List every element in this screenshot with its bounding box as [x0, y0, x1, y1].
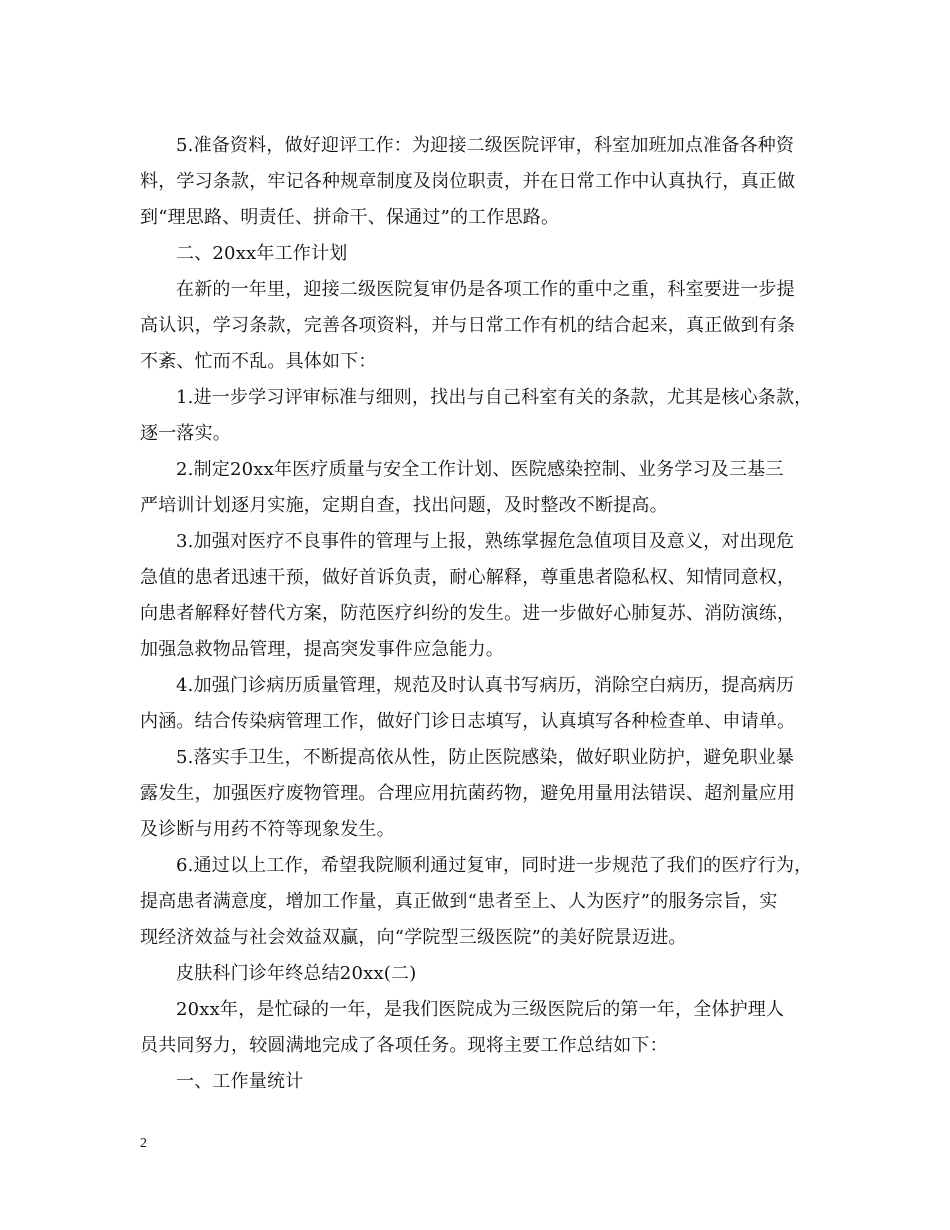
- list-item-line: 1.进一步学习评审标准与细则，找出与自己科室有关的条款，尤其是核心条款，: [176, 387, 813, 408]
- list-item-line: 向患者解释好替代方案，防范医疗纠纷的发生。进一步做好心肺复苏、消防演练，: [140, 603, 796, 624]
- paragraph-line: 员共同努力，较圆满地完成了各项任务。现将主要工作总结如下：: [140, 1035, 668, 1056]
- list-item-line: 逐一落实。: [140, 423, 231, 444]
- list-item-line: 2.制定20xx年医疗质量与安全工作计划、医院感染控制、业务学习及三基三: [176, 459, 784, 480]
- list-item-line: 6.通过以上工作，希望我院顺利通过复审，同时进一步规范了我们的医疗行为，: [176, 855, 813, 876]
- section-title: 皮肤科门诊年终总结20xx(二): [176, 963, 417, 984]
- paragraph-line: 20xx年，是忙碌的一年，是我们医院成为三级医院后的第一年，全体护理人: [176, 999, 785, 1020]
- list-item-line: 露发生，加强医疗废物管理。合理应用抗菌药物，避免用量用法错误、超剂量应用: [140, 783, 796, 804]
- list-item-line: 急值的患者迅速干预，做好首诉负责，耐心解释，尊重患者隐私权、知情同意权，: [140, 567, 796, 588]
- paragraph-line: 5.准备资料，做好迎评工作：为迎接二级医院评审，科室加班加点准备各种资: [176, 135, 795, 156]
- section-heading: 一、工作量统计: [176, 1071, 304, 1092]
- paragraph-line: 到“理思路、明责任、拼命干、保通过”的工作思路。: [140, 207, 560, 228]
- list-item-line: 现经济效益与社会效益双赢，向“学院型三级医院”的美好院景迈进。: [140, 927, 687, 948]
- section-heading: 二、20xx年工作计划: [176, 243, 348, 264]
- paragraph-line: 不紊、忙而不乱。具体如下：: [140, 351, 377, 372]
- list-item-line: 提高患者满意度，增加工作量，真正做到“患者至上、人为医疗”的服务宗旨，实: [140, 891, 778, 912]
- document-body: [140, 128, 820, 1100]
- paragraph-line: 料，学习条款，牢记各种规章制度及岗位职责，并在日常工作中认真执行，真正做: [140, 171, 796, 192]
- list-item-line: 加强急救物品管理，提高突发事件应急能力。: [140, 639, 504, 660]
- list-item-line: 及诊断与用药不符等现象发生。: [140, 819, 395, 840]
- list-item-line: 内涵。结合传染病管理工作，做好门诊日志填写，认真填写各种检查单、申请单。: [140, 711, 796, 732]
- list-item-line: 4.加强门诊病历质量管理，规范及时认真书写病历，消除空白病历，提高病历: [176, 675, 795, 696]
- page-number: 2: [140, 1136, 147, 1151]
- list-item-line: 严培训计划逐月实施，定期自查，找出问题，及时整改不断提高。: [140, 495, 668, 516]
- list-item-line: 3.加强对医疗不良事件的管理与上报，熟练掌握危急值项目及意义，对出现危: [176, 531, 795, 552]
- paragraph-line: 高认识，学习条款，完善各项资料，并与日常工作有机的结合起来，真正做到有条: [140, 315, 796, 336]
- list-item-line: 5.落实手卫生，不断提高依从性，防止医院感染，做好职业防护，避免职业暴: [176, 747, 795, 768]
- paragraph-line: 在新的一年里，迎接二级医院复审仍是各项工作的重中之重，科室要进一步提: [176, 279, 795, 300]
